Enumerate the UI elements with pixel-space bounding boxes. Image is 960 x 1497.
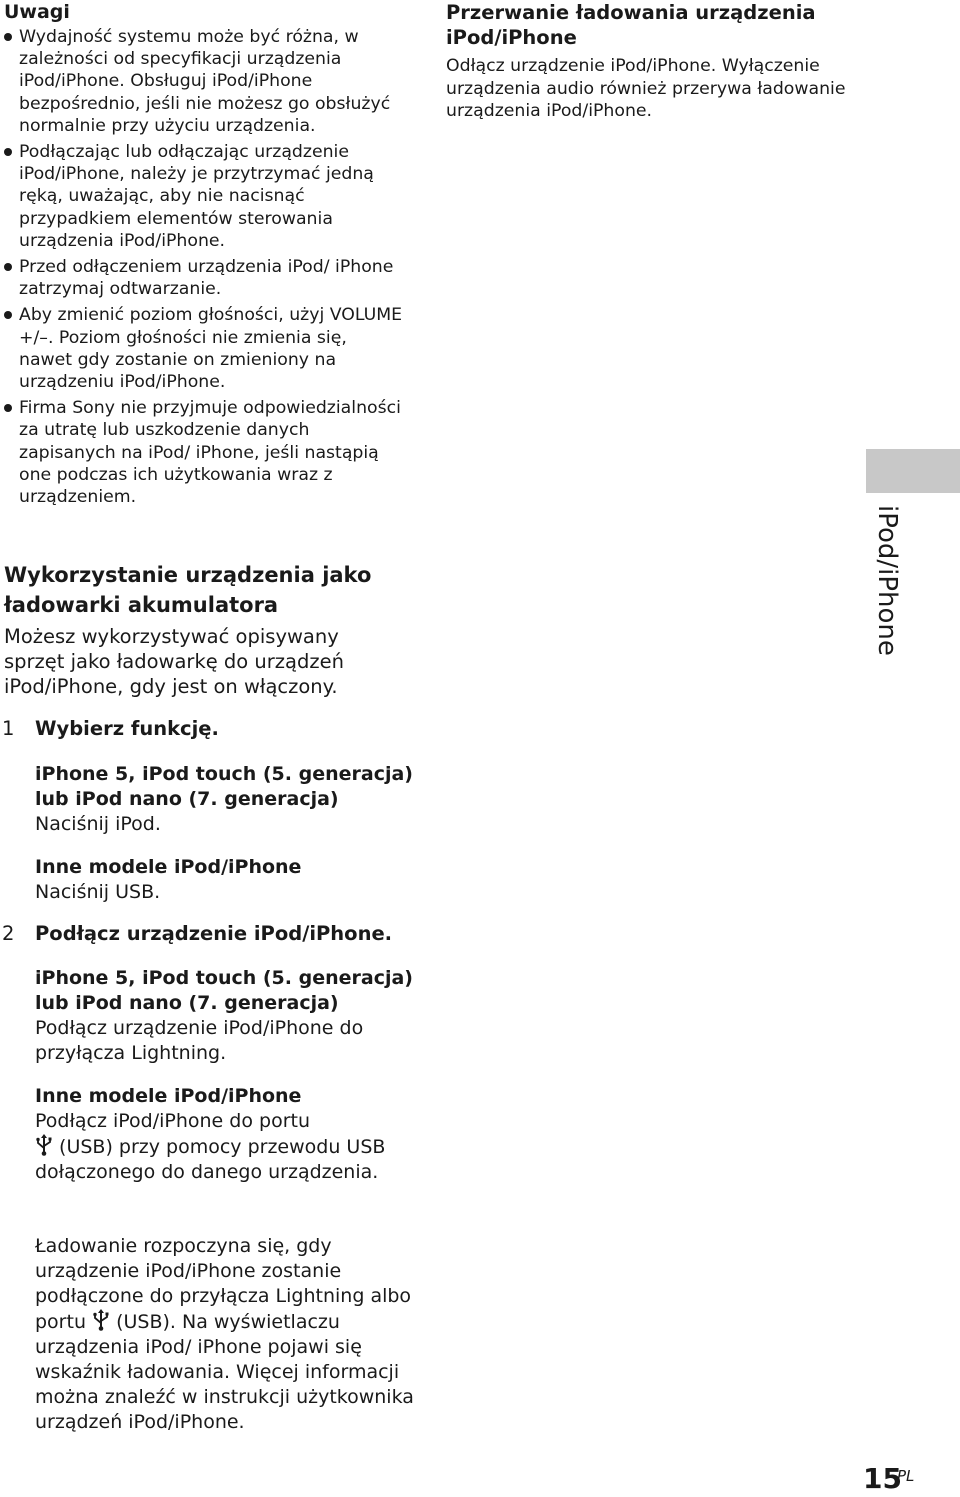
side-tab-label bbox=[866, 505, 910, 685]
section-title: Wykorzystanie urządzenia jako ładowarki akumulatora bbox=[4, 563, 372, 617]
side-tab-text: iPod/iPhone bbox=[872, 505, 902, 656]
page-number: 15 bbox=[863, 1462, 902, 1495]
bullet-icon bbox=[4, 404, 12, 412]
step-number: 1 bbox=[2, 717, 15, 740]
bullet-icon bbox=[4, 33, 12, 41]
notes-list bbox=[4, 26, 404, 512]
step-title: Wybierz funkcję. bbox=[35, 717, 219, 740]
side-tab-marker bbox=[866, 449, 960, 493]
note-text: Podłączając lub odłączając urządzenie iPod/iPhone, należy je przytrzymać jedną ręką, uważając, aby nie nacisnąć przypadkiem elementów sterowania urządzenia iPod/iPhone. bbox=[19, 142, 374, 251]
sub-text: Naciśnij USB. bbox=[35, 881, 161, 903]
right-text: Odłącz urządzenie iPod/iPhone. Wyłączenie urządzenia audio również przerywa ładowanie urządzenia iPod/iPhone. bbox=[446, 56, 846, 121]
step-1-sub-1 bbox=[35, 762, 435, 837]
sub-text-before: Podłącz iPod/iPhone do portu bbox=[35, 1110, 310, 1132]
step-title: Podłącz urządzenie iPod/iPhone. bbox=[35, 922, 393, 945]
sub-text bbox=[35, 1109, 435, 1185]
sub-heading: iPhone 5, iPod touch (5. generacja) lub iPod nano (7. generacja) bbox=[35, 763, 413, 810]
list-item bbox=[4, 141, 404, 252]
section-intro: Możesz wykorzystywać opisywany sprzęt jako ładowarkę do urządzeń iPod/iPhone, gdy jest on włączony. bbox=[4, 625, 344, 698]
note-text: Wydajność systemu może być różna, w zależności od specyfikacji urządzenia iPod/iPhone. Obsługuj iPod/iPhone bezpośrednio, jeśli nie możesz go obsłużyć normalnie przy użyciu urządzenia. bbox=[19, 27, 391, 136]
note-text: Przed odłączeniem urządzenia iPod/ iPhone zatrzymaj odtwarzanie. bbox=[19, 257, 394, 300]
step-2-sub-1 bbox=[35, 966, 435, 1066]
step-2-sub-2 bbox=[35, 1084, 435, 1185]
sub-heading: Inne modele iPod/iPhone bbox=[35, 856, 302, 878]
bullet-icon bbox=[4, 311, 12, 319]
list-item bbox=[4, 397, 404, 508]
page-language: PL bbox=[897, 1467, 915, 1485]
note-text: Firma Sony nie przyjmuje odpowiedzialności za utratę lub uszkodzenie danych zapisanych na iPod/ iPhone, jeśli nastąpią one podczas ich użytkowania wraz z urządzeniem. bbox=[19, 398, 401, 508]
list-item bbox=[4, 26, 404, 137]
list-item bbox=[4, 256, 404, 300]
note-text-after: (USB). Na wyświetlaczu urządzenia iPod/ iPhone pojawi się wskaźnik ładowania. Więcej informacji można znaleźć w instrukcji użytkownika urządzeń iPod/iPhone. bbox=[35, 1311, 414, 1433]
sub-text-after: (USB) przy pomocy przewodu USB dołączonego do danego urządzenia. bbox=[35, 1136, 386, 1183]
usb-icon bbox=[92, 1309, 110, 1331]
step-number: 2 bbox=[2, 922, 15, 945]
charging-note bbox=[35, 1234, 435, 1435]
sub-heading: iPhone 5, iPod touch (5. generacja) lub iPod nano (7. generacja) bbox=[35, 967, 413, 1014]
step-1-sub-2 bbox=[35, 855, 435, 905]
list-item bbox=[4, 304, 404, 393]
notes-title: Uwagi bbox=[4, 1, 70, 23]
sub-text: Naciśnij iPod. bbox=[35, 813, 161, 835]
bullet-icon bbox=[4, 148, 12, 156]
bullet-icon bbox=[4, 263, 12, 271]
right-title: Przerwanie ładowania urządzenia iPod/iPhone bbox=[446, 1, 816, 49]
note-text-before: Ładowanie rozpoczyna się, gdy urządzenie iPod/iPhone zostanie podłączone do przyłącza Lightning albo portu bbox=[35, 1235, 412, 1333]
sub-text: Podłącz urządzenie iPod/iPhone do przyłącza Lightning. bbox=[35, 1017, 364, 1064]
sub-heading: Inne modele iPod/iPhone bbox=[35, 1085, 302, 1107]
usb-icon bbox=[35, 1134, 53, 1156]
note-text: Aby zmienić poziom głośności, użyj VOLUME +/–. Poziom głośności nie zmienia się, nawet gdy zostanie on zmieniony na urządzeniu iPod/iPhone. bbox=[19, 305, 403, 393]
